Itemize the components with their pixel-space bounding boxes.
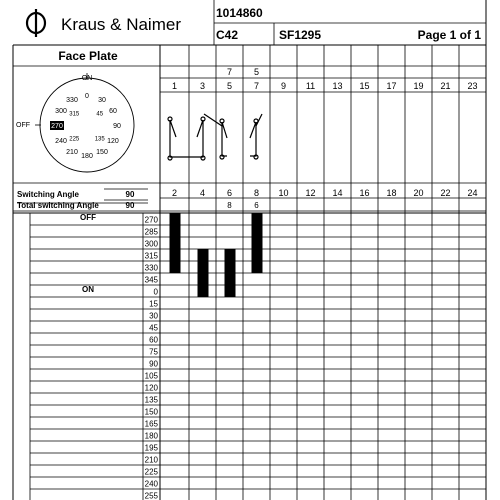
brand-logo (27, 9, 181, 37)
position-angle: 135 (144, 395, 158, 405)
contact-number-top: 17 (386, 81, 397, 91)
position-angle: 210 (144, 455, 158, 465)
position-angle: 285 (144, 227, 158, 237)
contact-schematic (168, 114, 262, 160)
contact-number-top: 5 (226, 81, 233, 91)
contact-number-bottom: 22 (440, 188, 451, 198)
dial-angle-outer: 330 (66, 97, 78, 105)
dial-angle-inner: 45 (96, 111, 104, 118)
dial-angle-outer: 120 (107, 138, 119, 145)
terminal-1 (168, 117, 172, 121)
dial-angle-outer: 150 (96, 148, 108, 156)
position-angle: 255 (144, 491, 158, 500)
dial-angle-outer: 180 (81, 153, 93, 160)
contact-number-bottom: 18 (386, 188, 397, 198)
switching-angle-label: Switching Angle (17, 190, 79, 199)
dial-angle-labels (50, 93, 121, 160)
contact-number-top: 1 (171, 81, 178, 91)
contact-number-bottom-extra: 8 (227, 201, 232, 210)
dial-angle-outer: 300 (55, 108, 67, 115)
contact-number-bottom: 16 (359, 188, 370, 198)
contact-number-top: 7 (253, 81, 260, 91)
position-angle: 180 (144, 431, 158, 441)
brand-name: Kraus & Naimer (61, 15, 181, 34)
contact-pair-5-7 (204, 114, 262, 156)
contact-closed-bar (252, 213, 263, 273)
drawing-code: SF1295 (279, 28, 322, 42)
contact-number-top: 13 (332, 81, 343, 91)
contact-number-top: 23 (467, 81, 478, 91)
position-angle: 120 (144, 383, 158, 393)
position-angle: 150 (144, 407, 158, 417)
dial-off-label: OFF (16, 122, 30, 129)
contact-number-top: 21 (440, 81, 451, 91)
phi-logo-icon (27, 9, 45, 37)
dial-angle-outer: 270 (51, 123, 63, 130)
position-off-label: OFF (80, 213, 96, 222)
contact-number-top: 11 (305, 81, 316, 91)
position-angle-labels (145, 216, 159, 500)
contact-number-top: 3 (199, 81, 206, 91)
position-on-label: ON (82, 285, 94, 294)
contact-number-bottom: 8 (253, 188, 260, 198)
face-plate-title: Face Plate (58, 49, 118, 63)
face-plate-dial (16, 73, 134, 172)
part-number: 1014860 (216, 6, 263, 20)
contact-number-top: 9 (280, 81, 287, 91)
position-angle: 0 (153, 287, 158, 297)
terminal-3 (201, 117, 205, 121)
series-code: C42 (216, 28, 239, 42)
contact-number-bottom: 12 (305, 188, 316, 198)
dial-angle-outer: 240 (55, 138, 67, 145)
dial-angle-outer: 210 (66, 148, 78, 156)
dial-angle-inner: 225 (69, 136, 80, 143)
position-angle: 60 (149, 335, 158, 345)
position-angle: 165 (144, 419, 158, 429)
total-switching-angle-label: Total switching Angle (17, 201, 99, 210)
contact-number-top: 19 (413, 81, 424, 91)
position-angle: 195 (144, 443, 158, 453)
dial-angle-outer: 0 (85, 93, 89, 100)
contact-closed-bar (170, 213, 181, 273)
contact-number-top-extra: 7 (226, 67, 233, 77)
position-angle: 345 (144, 275, 158, 285)
position-angle: 45 (149, 323, 158, 333)
position-angle: 90 (149, 359, 158, 369)
contact-number-bottom: 24 (467, 188, 478, 198)
position-angle: 240 (144, 479, 158, 489)
position-angle: 300 (144, 239, 158, 249)
position-angle: 15 (149, 299, 158, 309)
position-angle: 330 (144, 263, 158, 273)
contact-number-bottom: 10 (278, 188, 289, 198)
dial-angle-outer: 60 (109, 108, 117, 115)
position-angle: 30 (149, 311, 158, 321)
contact-number-bottom-extra: 6 (254, 201, 259, 210)
dial-angle-inner: 135 (94, 136, 105, 143)
contact-number-bottom: 14 (332, 188, 343, 198)
dial-angle-inner: 315 (69, 111, 80, 118)
contact-closed-bar (198, 249, 209, 297)
terminal-7 (254, 119, 258, 123)
terminal-5 (220, 119, 224, 123)
position-angle: 315 (144, 251, 158, 261)
dial-angle-outer: 30 (98, 97, 106, 105)
position-angle: 105 (144, 371, 158, 381)
contact-pair-1-3 (170, 120, 203, 157)
page-indicator: Page 1 of 1 (417, 28, 481, 42)
contact-closed-bar (225, 249, 236, 297)
dial-angle-outer: 90 (113, 123, 121, 130)
contact-number-bottom: 2 (171, 188, 178, 198)
dial-on-label: ON (81, 75, 93, 82)
contact-number-bottom: 20 (413, 188, 424, 198)
contact-number-top: 15 (359, 81, 370, 91)
total-switching-angle-value: 90 (125, 201, 135, 210)
contact-number-top-extra: 5 (253, 67, 260, 77)
position-angle: 270 (144, 215, 158, 225)
contact-number-bottom: 6 (226, 188, 233, 198)
contact-number-bottom: 4 (199, 188, 206, 198)
position-angle: 75 (149, 347, 158, 357)
position-angle: 225 (144, 467, 158, 477)
switching-angle-value: 90 (125, 190, 135, 199)
